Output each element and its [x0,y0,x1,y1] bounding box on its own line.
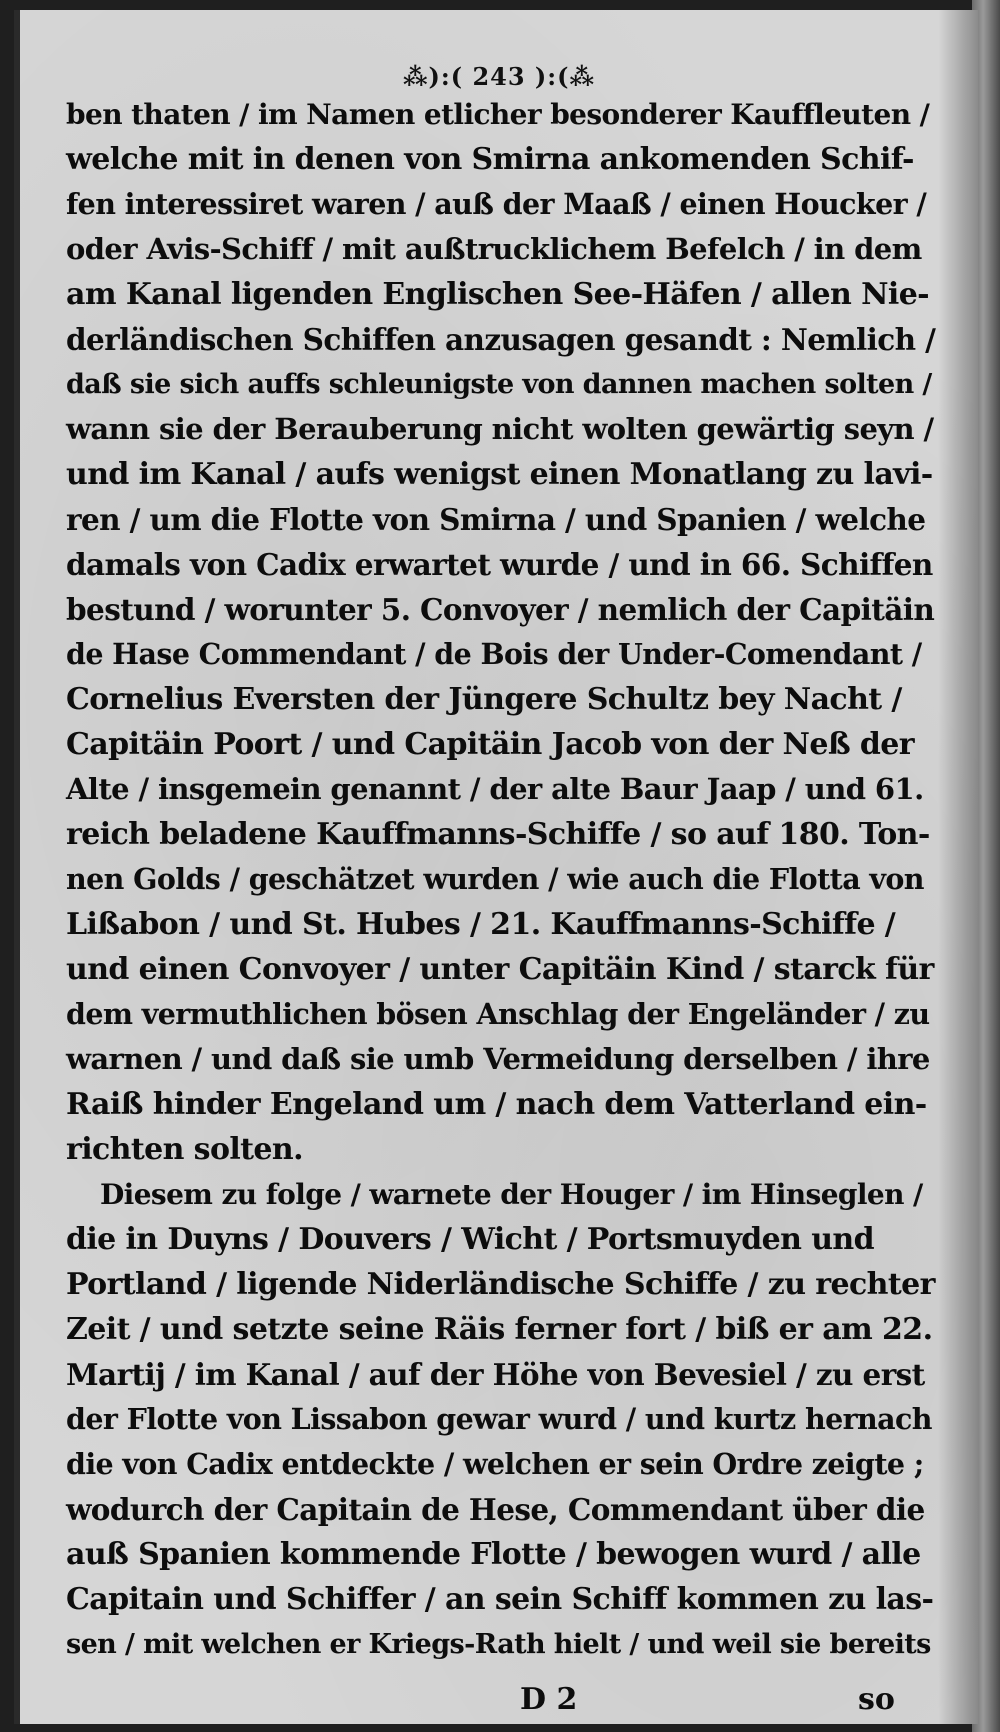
text-line: richten solten. [66,1132,303,1167]
body-text [66,92,936,1667]
signature-mark: D 2 [520,1682,578,1717]
text-line: die von Cadix entdeckte / welchen er sein Ordre zeigte ; [66,1447,924,1481]
text-line: nen Golds / geschätzet wurden / wie auch die Flotta von [66,862,924,896]
text-line: oder Avis-Schiff / mit außtrucklichem Befelch / in dem [66,232,922,266]
binding-shadow [938,10,978,1724]
text-line: Portland / ligende Niderländische Schiffe / zu rechter [66,1267,935,1302]
text-line: am Kanal ligenden Englischen See-Häfen / allen Nie- [66,277,930,312]
text-line: auß Spanien kommende Flotte / bewogen wurd / alle [66,1537,921,1572]
text-line: de Hase Commendant / de Bois der Under-Comendant / [66,637,922,671]
book-page [14,10,978,1724]
text-line: Capitain und Schiffer / an sein Schiff kommen zu las- [66,1582,934,1617]
text-line: Cornelius Eversten der Jüngere Schultz bey Nacht / [66,682,902,717]
text-line: wann sie der Berauberung nicht wolten gewärtig seyn / [66,412,934,446]
text-line: Lißabon / und St. Hubes / 21. Kauffmanns-Schiffe / [66,907,896,942]
text-line: welche mit in denen von Smirna ankomenden Schif- [66,142,914,177]
text-line: Zeit / und setzte seine Räis ferner fort / biß er am 22. [66,1312,933,1347]
text-line: ren / um die Flotte von Smirna / und Spanien / welche [66,502,926,537]
text-line: warnen / und daß sie umb Vermeidung derselben / ihre [66,1042,930,1076]
text-line-paragraph-start: Diesem zu folge / warnete der Houger / im Hinseglen / [100,1178,923,1211]
catchword: so [858,1682,895,1717]
text-line: dem vermuthlichen bösen Anschlag der Engeländer / zu [66,997,930,1031]
text-line: wodurch der Capitain de Hese, Commendant über die [66,1492,925,1527]
text-line: Alte / insgemein genannt / der alte Baur Jaap / und 61. [66,772,924,806]
text-line: Martij / im Kanal / auf der Höhe von Bevesiel / zu erst [66,1357,925,1392]
text-line: derländischen Schiffen anzusagen gesandt : Nemlich / [66,322,936,357]
text-line: daß sie sich auffs schleunigste von dannen machen solten / [66,369,932,400]
text-line: Capitäin Poort / und Capitäin Jacob von der Neß der [66,727,914,762]
text-line: bestund / worunter 5. Convoyer / nemlich der Capitäin [66,592,935,627]
text-line: und einen Convoyer / unter Capitäin Kind / starck für [66,952,934,987]
page-number-header: ⁂):( 243 ):(⁂ [402,62,596,91]
text-line: und im Kanal / aufs wenigst einen Monatlang zu lavi- [66,457,933,492]
page-footer [20,1682,978,1722]
text-line: Raiß hinder Engeland um / nach dem Vatterland ein- [66,1087,927,1122]
text-line: sen / mit welchen er Kriegs-Rath hielt / und weil sie bereits [66,1629,931,1660]
text-line: fen interessiret waren / auß der Maaß / einen Houcker / [66,187,927,221]
text-line: damals von Cadix erwartet wurde / und in 66. Schiffen [66,547,933,582]
text-line: ben thaten / im Namen etlicher besonderer Kauffleuten / [66,98,930,131]
text-line: die in Duyns / Douvers / Wicht / Portsmuyden und [66,1222,875,1257]
text-line: der Flotte von Lissabon gewar wurd / und kurtz hernach [66,1402,932,1436]
text-line: reich beladene Kauffmanns-Schiffe / so auf 180. Ton- [66,817,930,852]
